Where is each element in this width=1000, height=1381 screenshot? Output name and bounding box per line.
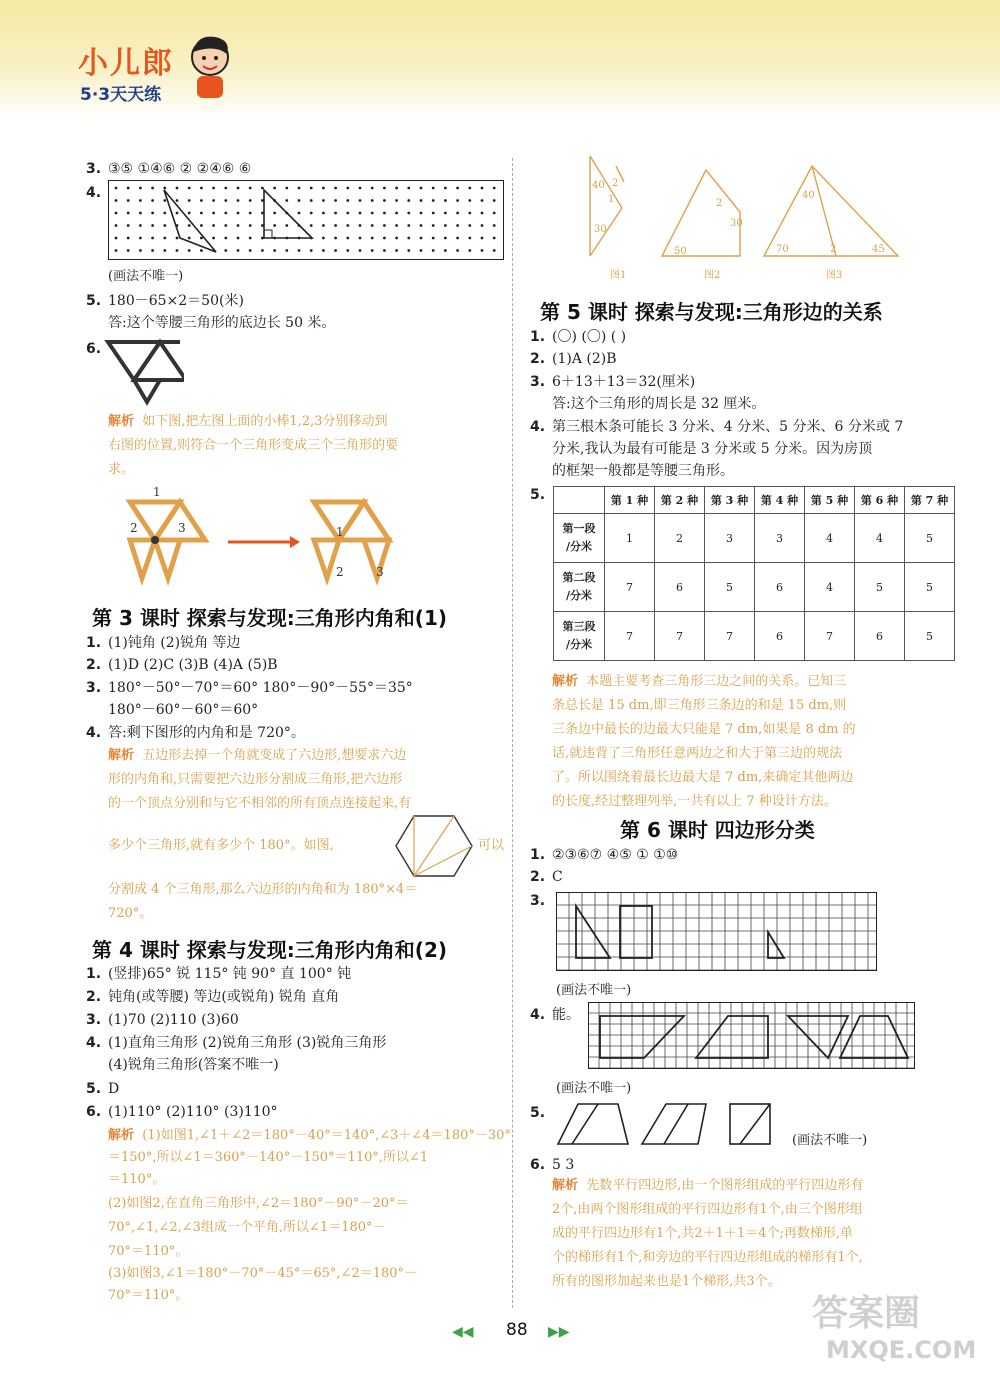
table-row: 第三段 /分米 7 7 7 6 7 6 5	[554, 612, 955, 661]
l5-analysis-4: 话,就违背了三角形任意两边之和大于第三边的规法	[552, 746, 843, 761]
l4-analysis-1: 解析 (1)如图1,∠1＋∠2＝180°－40°＝140°,∠3＋∠4＝180°－30°	[108, 1128, 511, 1143]
svg-text:45: 45	[872, 244, 885, 255]
l4-q2: 2. 钝角(或等腰) 等边(或锐角) 锐角 直角	[86, 989, 340, 1005]
table-header: 第 5 种	[805, 487, 855, 514]
table-header: 第 3 种	[705, 487, 755, 514]
series-name: 5·3天天练	[80, 85, 162, 105]
svg-text:2: 2	[336, 565, 344, 579]
svg-text:图3: 图3	[826, 270, 843, 281]
left-q5: 5. 180－65×2＝50(米)	[86, 293, 244, 309]
l5-analysis-3: 三条边中最长的边最大只能是 7 dm,如果是 8 dm 的	[552, 722, 856, 737]
l6-analysis-1: 解析 先数平行四边形,由一个图形组成的平行四边形有	[552, 1178, 864, 1193]
table-row: 第一段 /分米 1 2 3 3 4 4 5	[554, 514, 955, 563]
hexagon-figure	[394, 812, 474, 880]
l5-q4b: 分米,我认为最有可能是 3 分米或 5 分米。因为房顶	[552, 441, 873, 457]
l4-q3: 3. (1)70 (2)110 (3)60	[86, 1012, 239, 1028]
l6-q5-num: 5.	[530, 1105, 546, 1121]
svg-text:2: 2	[830, 244, 837, 255]
l6-q3-num: 3.	[530, 893, 546, 909]
l5-analysis-6: 的长度,经过整理列举,一共有以上 7 种设计方法。	[552, 794, 837, 809]
l5-q5-num: 5.	[530, 487, 546, 503]
left-q6-num: 6.	[86, 341, 102, 357]
l6-analysis-4: 个的梯形有1个,和旁边的平行四边形组成的梯形有1个,	[552, 1250, 863, 1265]
l4-q1: 1. (竖排)65° 锐 115° 钝 90° 直 100° 钝	[86, 966, 352, 982]
l5-q4: 4. 第三根木条可能长 3 分米、4 分米、5 分米、6 分米或 7	[530, 419, 904, 435]
svg-text:3: 3	[178, 521, 186, 535]
svg-text:40: 40	[802, 190, 815, 201]
svg-text:50: 50	[674, 246, 687, 257]
q3-answer: ③⑤ ①④⑥ ② ②④⑥ ⑥	[108, 161, 252, 177]
watermark-logo: 答案圈	[812, 1293, 921, 1334]
column-divider	[512, 158, 513, 1308]
svg-text:3: 3	[376, 565, 384, 579]
grid-figure-q4	[588, 1002, 916, 1070]
lesson-5-title: 第 5 课时 探索与发现:三角形边的关系	[540, 300, 883, 324]
svg-text:70: 70	[776, 244, 789, 255]
lesson-3-title: 第 3 课时 探索与发现:三角形内角和(1)	[92, 606, 447, 630]
trapezoid-figures	[556, 1102, 776, 1146]
svg-text:2: 2	[612, 178, 619, 189]
l3-analysis-4b: 可以	[478, 838, 505, 853]
l6-analysis-3: 成的平行四边形有1个,共2＋1＋1＝4个;再数梯形,单	[552, 1226, 853, 1241]
table-header: 第 4 种	[755, 487, 805, 514]
l3-q2: 2. (1)D (2)C (3)B (4)A (5)B	[86, 657, 278, 673]
l4-analysis-8: 70°＝110°。	[108, 1288, 189, 1303]
l3-analysis-5: 分割成 4 个三角形,那么六边形的内角和为 180°×4＝	[108, 882, 418, 897]
segment-table	[553, 486, 955, 661]
brand-logo: 小儿郎	[78, 46, 174, 81]
l6-q2: 2. C	[530, 869, 563, 885]
svg-text:30: 30	[594, 224, 607, 235]
grid-figure-q3	[556, 892, 878, 972]
svg-text:图2: 图2	[704, 270, 721, 281]
table-header: 第 7 种	[905, 487, 955, 514]
l4-q4: 4. (1)直角三角形 (2)锐角三角形 (3)锐角三角形	[86, 1035, 387, 1051]
svg-text:2: 2	[716, 198, 723, 209]
q6-analysis-1: 解析 如下图,把左图上面的小棒1,2,3分别移动到	[108, 414, 388, 429]
l6-analysis-2: 2个,由两个图形组成的平行四边形有1个,由三个图形组	[552, 1202, 863, 1217]
l5-analysis-2: 条总长是 15 dm,即三角形三条边的和是 15 dm,则	[552, 698, 847, 713]
l6-q1: 1. ②③⑥⑦ ④⑤ ① ①⑩	[530, 847, 679, 863]
svg-text:图1: 图1	[610, 270, 627, 281]
stick-triangles-small	[104, 336, 184, 406]
l4-analysis-5: 70°,∠1,∠2,∠3组成一个平角,所以∠1＝180°－	[108, 1220, 386, 1235]
table-header: 第 2 种	[655, 487, 705, 514]
svg-text:1: 1	[608, 194, 615, 205]
q5-note: (画法不唯一)	[792, 1133, 868, 1148]
l4-analysis-3: ＝110°。	[108, 1172, 166, 1187]
angle-figures	[580, 152, 910, 284]
dot-grid-figure	[108, 180, 504, 260]
stick-move-diagram	[100, 482, 400, 592]
lesson-6-title: 第 6 课时 四边形分类	[620, 818, 815, 842]
l6-q6: 6. 5 3	[530, 1157, 575, 1173]
l3-analysis-2: 形的内角和,只需要把六边形分割成三角形,把六边形	[108, 772, 403, 787]
l5-q3b: 答:这个三角形的周长是 32 厘米。	[552, 396, 766, 412]
l3-q4: 4. 答:剩下图形的内角和是 720°。	[86, 725, 305, 741]
table-header: 第 1 种	[605, 487, 655, 514]
page-number: 88	[506, 1320, 528, 1340]
l3-q3: 3. 180°－50°－70°＝60° 180°－90°－55°＝35°	[86, 680, 413, 696]
q4-note: (画法不唯一)	[108, 269, 184, 284]
left-q4-num: 4.	[86, 185, 102, 201]
l5-q4c: 的框架一般都是等腰三角形。	[552, 463, 734, 479]
l4-analysis-2: ＝150°,所以∠1＝360°－140°－150°＝110°,所以∠1	[108, 1150, 429, 1165]
next-page-icon[interactable]: ▶▶	[548, 1324, 570, 1340]
q6-analysis-2: 右图的位置,则符合一个三角形变成三个三角形的要	[108, 438, 399, 453]
l5-q3: 3. 6＋13＋13＝32(厘米)	[530, 374, 696, 390]
l3-q1: 1. (1)钝角 (2)锐角 等边	[86, 635, 241, 651]
svg-text:2: 2	[130, 521, 138, 535]
q6-analysis-3: 求。	[108, 462, 135, 477]
l3-analysis-4: 多少个三角形,就有多少个 180°。如图,	[108, 838, 334, 853]
left-q3: 3. ③⑤ ①④⑥ ② ②④⑥ ⑥	[86, 161, 252, 177]
q5-answer: 答:这个等腰三角形的底边长 50 米。	[108, 315, 336, 331]
svg-text:40: 40	[592, 180, 605, 191]
l6-q4: 4. 能。	[530, 1007, 580, 1023]
l3-analysis-1: 解析 五边形去掉一个角就变成了六边形,想要求六边	[108, 748, 407, 763]
svg-text:1: 1	[153, 485, 161, 499]
table-header: 第 6 种	[855, 487, 905, 514]
table-row: 第二段 /分米 7 6 5 6 4 5 5	[554, 563, 955, 612]
q3-note: (画法不唯一)	[556, 983, 632, 998]
watermark-url: MXQE.COM	[826, 1336, 977, 1364]
l3-q3b: 180°－60°－60°＝60°	[108, 702, 259, 718]
l3-analysis-6: 720°。	[108, 906, 153, 921]
l4-analysis-4: (2)如图2,在直角三角形中,∠2＝180°－90°－20°＝	[108, 1196, 409, 1211]
mascot-icon	[185, 32, 235, 102]
l5-analysis-1: 解析 本题主要考查三角形三边之间的关系。已知三	[552, 674, 847, 689]
l4-q6: 6. (1)110° (2)110° (3)110°	[86, 1104, 278, 1120]
l3-analysis-3: 的一个顶点分别和与它不相邻的所有顶点连接起来,有	[108, 796, 412, 811]
svg-text:1: 1	[336, 525, 344, 539]
lesson-4-title: 第 4 课时 探索与发现:三角形内角和(2)	[92, 938, 447, 962]
l4-analysis-6: 70°＝110°。	[108, 1244, 189, 1259]
l5-q2: 2. (1)A (2)B	[530, 351, 617, 367]
l4-analysis-7: (3)如图3,∠1＝180°－70°－45°＝65°,∠2＝180°－	[108, 1266, 418, 1281]
table-header-row	[554, 487, 955, 514]
svg-text:30: 30	[730, 218, 743, 229]
prev-page-icon[interactable]: ◀◀	[452, 1324, 474, 1340]
l4-q5: 5. D	[86, 1081, 120, 1097]
l5-q1: 1. (〇) (〇) ( )	[530, 329, 627, 345]
q4-note-right: (画法不唯一)	[556, 1081, 632, 1096]
l6-analysis-5: 所有的图形加起来也是1个梯形,共3个。	[552, 1274, 781, 1289]
l4-q4b: (4)锐角三角形(答案不唯一)	[108, 1057, 279, 1073]
l5-analysis-5: 了。所以围绕着最长边最大是 7 dm,来确定其他两边	[552, 770, 854, 785]
